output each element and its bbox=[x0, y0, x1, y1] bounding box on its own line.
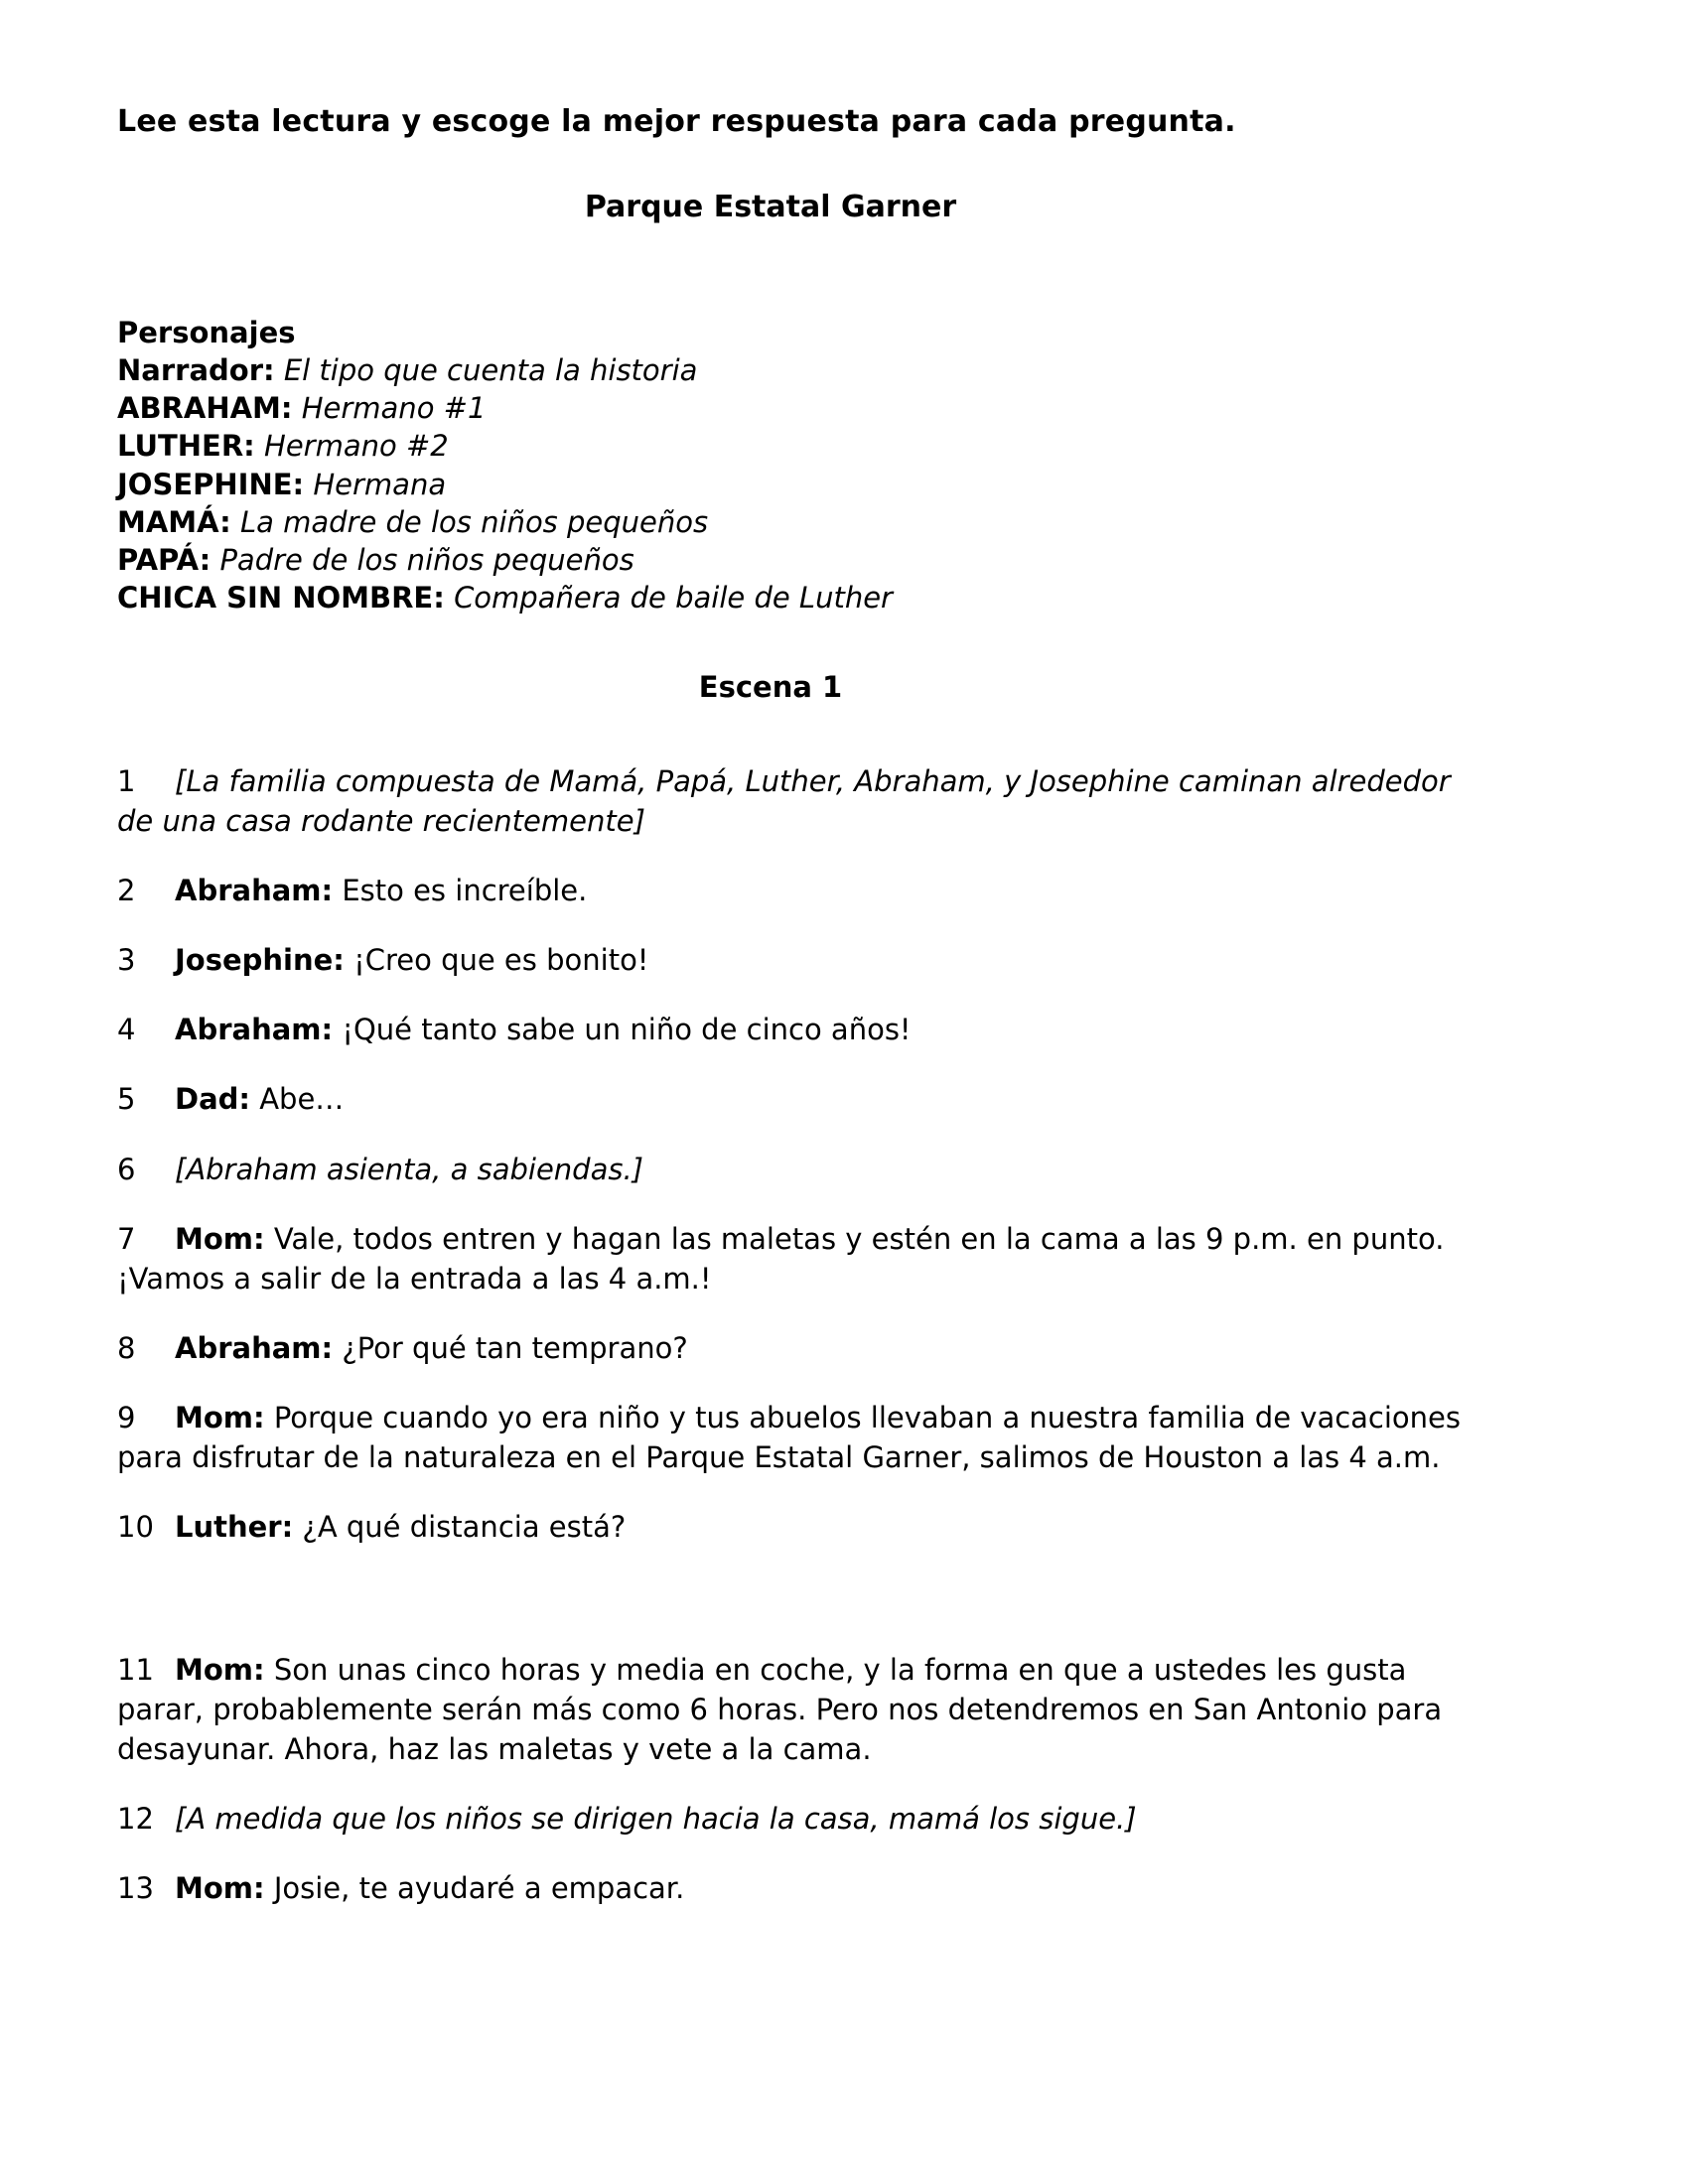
cast-entry-role: ABRAHAM: bbox=[117, 391, 293, 426]
cast-entry-description: Hermano #2 bbox=[264, 429, 449, 464]
speaker-name: Mom: bbox=[175, 1221, 265, 1256]
dialogue-line bbox=[117, 1507, 1493, 1547]
speaker-name: Abraham: bbox=[175, 1330, 334, 1365]
cast-entry bbox=[117, 579, 1493, 616]
cast-list-heading: Personajes bbox=[117, 315, 296, 349]
cast-entry bbox=[117, 503, 1493, 541]
cast-entry-role: Narrador: bbox=[117, 352, 275, 387]
stage-direction-text: [La familia compuesta de Mamá, Papá, Luther, Abraham, y Josephine caminan alrededor de una casa rodante recientemente] bbox=[117, 764, 1451, 839]
dialogue-text: ¡Qué tanto sabe un niño de cinco años! bbox=[342, 1013, 912, 1047]
cast-entry-description: Hermano #1 bbox=[301, 391, 487, 426]
line-number: 4 bbox=[117, 1013, 136, 1047]
cast-entry-role: CHICA SIN NOMBRE: bbox=[117, 581, 445, 615]
cast-entry-role: LUTHER: bbox=[117, 429, 255, 464]
cast-entry-role: PAPÁ: bbox=[117, 543, 211, 578]
cast-entry-description: El tipo que cuenta la historia bbox=[283, 352, 698, 387]
speaker-name: Abraham: bbox=[175, 1013, 334, 1047]
dialogue-line bbox=[117, 1010, 1493, 1049]
dialogue-line bbox=[117, 1398, 1493, 1477]
speaker-name: Dad: bbox=[175, 1082, 250, 1117]
line-number: 12 bbox=[117, 1801, 154, 1836]
cast-entry-description: Hermana bbox=[313, 467, 447, 501]
cast-entry-description: Compañera de baile de Luther bbox=[454, 581, 893, 615]
dialogue-text: Esto es increíble. bbox=[342, 874, 588, 908]
line-number: 6 bbox=[117, 1152, 136, 1186]
speaker-name: Mom: bbox=[175, 1870, 265, 1905]
cast-entry-description: Padre de los niños pequeños bbox=[219, 543, 634, 578]
line-number: 2 bbox=[117, 874, 136, 908]
speaker-name: Luther: bbox=[175, 1509, 294, 1544]
cast-entry-role: MAMÁ: bbox=[117, 504, 231, 539]
scene-heading: Escena 1 bbox=[698, 669, 843, 704]
dialogue-line bbox=[117, 1219, 1493, 1298]
script-body bbox=[117, 761, 1493, 1907]
instruction-heading: Lee esta lectura y escoge la mejor respuesta para cada pregunta. bbox=[117, 104, 1236, 139]
dialogue-text: Porque cuando yo era niño y tus abuelos llevaban a nuestra familia de vacaciones para disfrutar de la naturaleza en el Parque Estatal Garner, salimos de Houston a las 4 a.m. bbox=[117, 1400, 1462, 1474]
dialogue-line bbox=[117, 1079, 1493, 1119]
dialogue-text: Vale, todos entren y hagan las maletas y estén en la cama a las 9 p.m. en punto. ¡Vamos a salir de la entrada a las 4 a.m.! bbox=[117, 1221, 1445, 1296]
dialogue-line bbox=[117, 940, 1493, 980]
line-number: 8 bbox=[117, 1330, 136, 1365]
line-number: 13 bbox=[117, 1870, 154, 1905]
speaker-name: Josephine: bbox=[175, 943, 345, 978]
speaker-name: Mom: bbox=[175, 1652, 265, 1687]
line-number: 9 bbox=[117, 1400, 136, 1434]
line-number: 1 bbox=[117, 764, 136, 799]
dialogue-text: ¿A qué distancia está? bbox=[302, 1509, 627, 1544]
cast-entry-role: JOSEPHINE: bbox=[117, 467, 305, 501]
dialogue-line bbox=[117, 1650, 1493, 1769]
speaker-name: Abraham: bbox=[175, 874, 334, 908]
line-number: 3 bbox=[117, 943, 136, 978]
stage-direction-text: [A medida que los niños se dirigen hacia la casa, mamá los sigue.] bbox=[175, 1801, 1137, 1836]
dialogue-text: ¡Creo que es bonito! bbox=[353, 943, 649, 978]
cast-entry-description: La madre de los niños pequeños bbox=[239, 504, 709, 539]
cast-entry bbox=[117, 427, 1493, 465]
speaker-name: Mom: bbox=[175, 1400, 265, 1434]
dialogue-text: Son unas cinco horas y media en coche, y la forma en que a ustedes les gusta parar, probablemente serán más como 6 horas. Pero nos detendremos en San Antonio para desayunar. Ahora, haz las maletas y vete a la cama. bbox=[117, 1652, 1443, 1766]
cast-entry bbox=[117, 541, 1493, 579]
page-title: Parque Estatal Garner bbox=[584, 189, 957, 224]
dialogue-text: Abe… bbox=[259, 1082, 345, 1117]
line-number: 7 bbox=[117, 1221, 136, 1256]
cast-entry bbox=[117, 466, 1493, 503]
stage-direction-line bbox=[117, 761, 1493, 841]
cast-list bbox=[117, 314, 1493, 617]
stage-direction-line bbox=[117, 1799, 1493, 1839]
dialogue-text: ¿Por qué tan temprano? bbox=[342, 1330, 688, 1365]
cast-entry bbox=[117, 351, 1493, 389]
dialogue-line bbox=[117, 1328, 1493, 1368]
dialogue-line bbox=[117, 1868, 1493, 1908]
line-number: 11 bbox=[117, 1652, 154, 1687]
dialogue-text: Josie, te ayudaré a empacar. bbox=[273, 1870, 685, 1905]
dialogue-line bbox=[117, 871, 1493, 910]
line-number: 5 bbox=[117, 1082, 136, 1117]
stage-direction-line bbox=[117, 1150, 1493, 1189]
cast-entry bbox=[117, 389, 1493, 427]
stage-direction-text: [Abraham asienta, a sabiendas.] bbox=[175, 1152, 643, 1186]
line-number: 10 bbox=[117, 1509, 154, 1544]
